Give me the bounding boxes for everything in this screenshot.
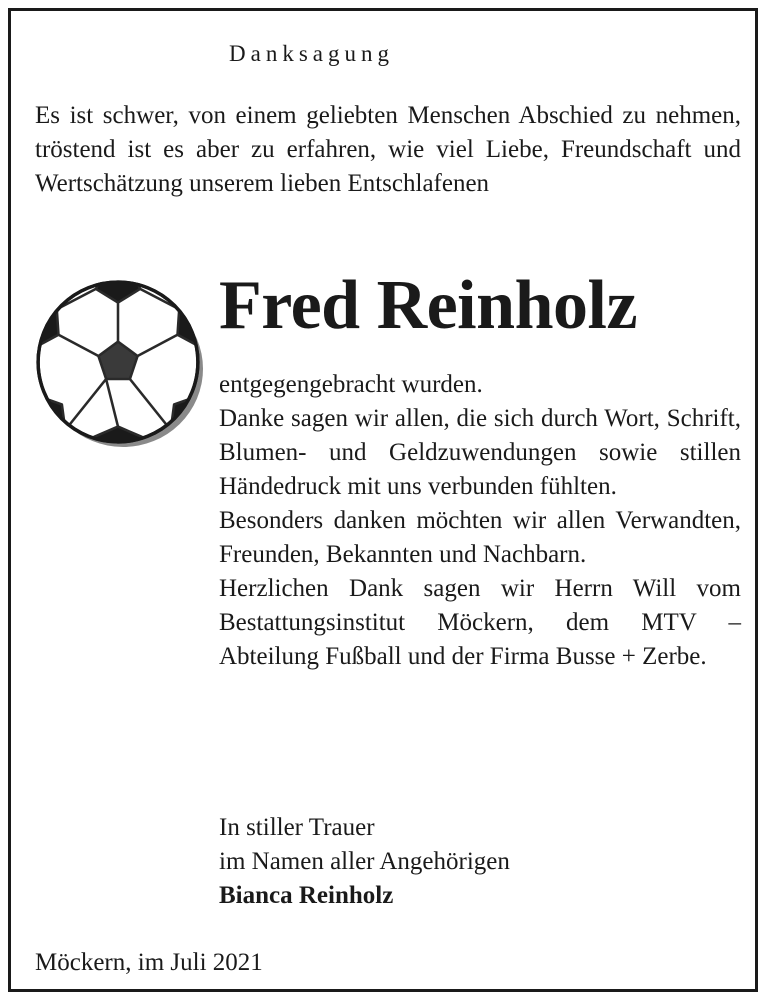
deceased-name: Fred Reinholz xyxy=(219,267,638,344)
closing-line-2: im Namen aller Angehörigen xyxy=(219,848,510,875)
thanks-paragraph-4: Herzlichen Dank sagen wir Herrn Will vom Bestattungsinstitut Möckern, dem MTV – Abteilung Fußball und der Firma Busse + Zerbe. xyxy=(219,575,741,670)
place-date: Möckern, im Juli 2021 xyxy=(35,949,263,976)
soccer-ball-icon xyxy=(33,277,203,447)
closing-block xyxy=(219,811,719,913)
thanks-paragraph-1: entgegengebracht wurden. xyxy=(219,371,483,398)
closing-line-1: In stiller Trauer xyxy=(219,814,375,841)
intro-paragraph: Es ist schwer, von einem geliebten Menschen Abschied zu nehmen, tröstend ist es aber zu erfahren, wie viel Liebe, Freundschaft und Wertschätzung unserem lieben Entschlafenen xyxy=(35,102,741,197)
notice-frame xyxy=(8,8,758,992)
thanks-paragraph-2: Danke sagen wir allen, die sich durch Wort, Schrift, Blumen- und Geldzuwendungen sowie stillen Händedruck mit uns verbunden fühlten. xyxy=(219,405,741,500)
thanks-paragraph-3: Besonders danken möchten wir allen Verwandten, Freunden, Bekannten und Nachbarn. xyxy=(219,507,741,568)
signer-name: Bianca Reinholz xyxy=(219,882,394,909)
thanks-text xyxy=(219,368,741,674)
notice-heading: Danksagung xyxy=(229,41,394,66)
